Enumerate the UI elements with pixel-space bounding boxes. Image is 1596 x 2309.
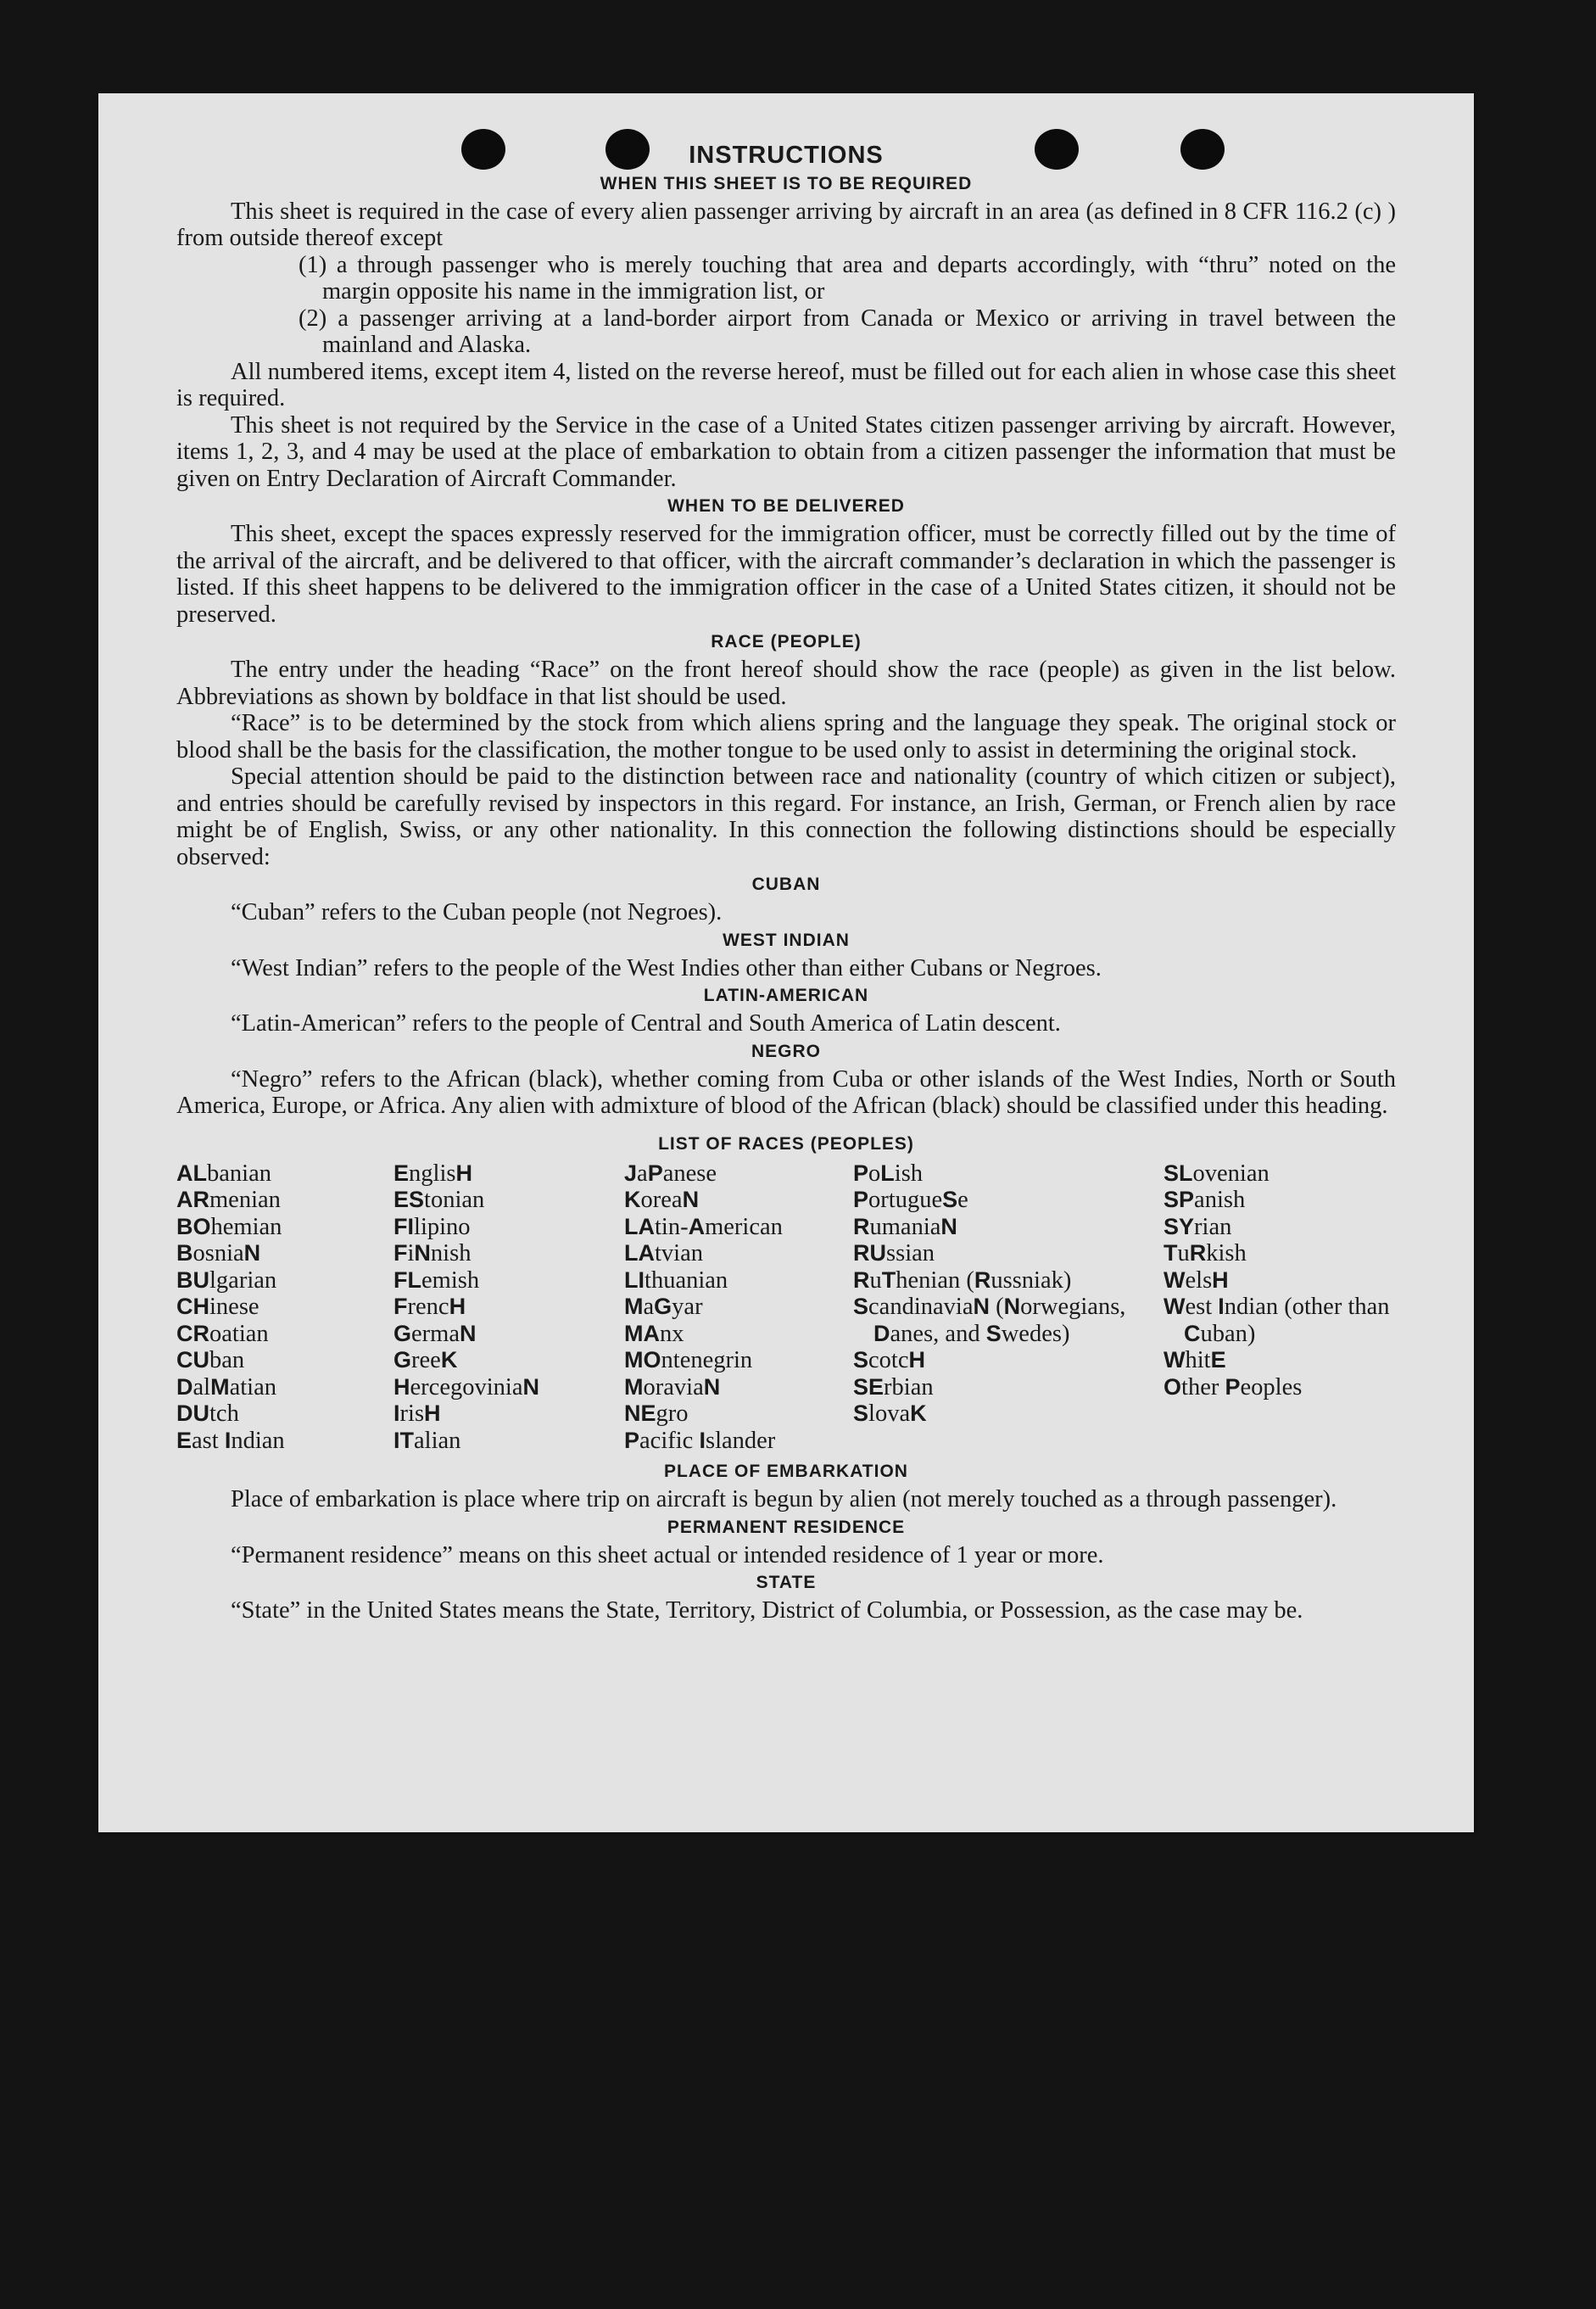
race-entry: SLovenian <box>1164 1160 1270 1187</box>
paragraph: The entry under the heading “Race” on the front hereof should show the race (people) as given in the list below. Abbreviations as shown by boldface in that list should be used. <box>176 657 1396 710</box>
race-entry: ScandinaviaN (Norwegians, Danes, and Swedes) <box>853 1294 1126 1347</box>
race-entry: LAtvian <box>624 1240 703 1266</box>
race-entry: MoraviaN <box>624 1373 721 1400</box>
race-entry: WelsH <box>1164 1266 1229 1294</box>
races-column <box>853 1160 1164 1455</box>
race-entry: TuRkish <box>1164 1240 1247 1266</box>
list-item: (2) a passenger arriving at a land-border airport from Canada or Mexico or arriving in travel between the mainland and Alaska. <box>299 305 1396 358</box>
paragraph: “Race” is to be determined by the stock from which aliens spring and the language they speak. The original stock or blood shall be the basis for the classification, the mother tongue to be used only to assist in determining the original stock. <box>176 710 1396 763</box>
race-entry: DalMatian <box>176 1373 276 1400</box>
race-entry: East Indian <box>176 1427 285 1454</box>
section-heading: CUBAN <box>751 875 821 894</box>
race-entry: NEgro <box>624 1400 689 1427</box>
race-entry: FiNnish <box>393 1240 472 1266</box>
paragraph: “Negro” refers to the African (black), whether coming from Cuba or other islands of the West Indies, North or South America, Europe, or Africa. Any alien with admixture of blood of the African (black) should be classified under this heading. <box>176 1065 1396 1119</box>
races-heading: LIST OF RACES (PEOPLES) <box>658 1133 914 1154</box>
race-entry: MaGyar <box>624 1294 703 1320</box>
document-sheet <box>98 93 1474 1832</box>
race-entry: FLemish <box>393 1266 480 1294</box>
section-heading: RACE (PEOPLE) <box>711 632 862 651</box>
race-entry: WhitE <box>1164 1347 1226 1373</box>
race-entry: CHinese <box>176 1294 259 1320</box>
race-entry: LAtin-American <box>624 1213 783 1240</box>
section-heading: NEGRO <box>751 1041 821 1061</box>
race-entry: Pacific Islander <box>624 1427 776 1454</box>
section-heading: STATE <box>756 1573 817 1592</box>
race-entry: SYrian <box>1164 1213 1232 1240</box>
race-entry: MAnx <box>624 1320 684 1347</box>
paragraph: “West Indian” refers to the people of the West Indies other than either Cubans or Negroes. <box>231 954 1102 981</box>
race-entry: GreeK <box>393 1347 458 1373</box>
list-item: (1) a through passenger who is merely touching that area and departs accordingly, with “thru” noted on the margin opposite his name in the immigration list, or <box>299 251 1396 305</box>
race-entry: MOntenegrin <box>624 1347 753 1373</box>
paragraph: This sheet, except the spaces expressly reserved for the immigration officer, must be correctly filled out by the time of the arrival of the aircraft, and be delivered to that officer, with the aircraft commander’s declaration in which the passenger is listed. If this sheet happens to be delivered to the immigration officer in the case of a United States citizen, it should not be preserved. <box>176 521 1396 628</box>
race-entry: SlovaK <box>853 1400 927 1427</box>
document-body <box>176 143 1396 1624</box>
races-column <box>393 1160 624 1455</box>
section-heading: WEST INDIAN <box>723 930 850 950</box>
race-entry: West Indian (other than Cuban) <box>1164 1294 1390 1347</box>
race-entry: CRoatian <box>176 1320 269 1347</box>
race-entry: LIthuanian <box>624 1266 728 1294</box>
race-entry: BosniaN <box>176 1240 261 1266</box>
paragraph: All numbered items, except item 4, listed on the reverse hereof, must be filled out for each alien in whose case this sheet is required. <box>176 358 1396 411</box>
race-entry: ITalian <box>393 1427 461 1454</box>
race-entry: BUlgarian <box>176 1266 277 1294</box>
race-entry: EnglisH <box>393 1160 472 1187</box>
paragraph: This sheet is required in the case of every alien passenger arriving by aircraft in an area (as defined in 8 CFR 116.2 (c) ) from outside thereof except <box>176 198 1396 251</box>
race-entry: SErbian <box>853 1373 934 1400</box>
race-entry: GermaN <box>393 1320 477 1347</box>
race-entry: ARmenian <box>176 1187 281 1213</box>
race-entry: RuThenian (Russniak) <box>853 1266 1072 1294</box>
race-entry: EStonian <box>393 1187 485 1213</box>
section-heading: PERMANENT RESIDENCE <box>667 1517 906 1537</box>
race-entry: JaPanese <box>624 1160 717 1187</box>
paragraph: “Cuban” refers to the Cuban people (not Negroes). <box>231 899 723 925</box>
paragraph: “State” in the United States means the State, Territory, District of Columbia, or Possession, as the case may be. <box>231 1597 1303 1624</box>
race-entry: PoLish <box>853 1160 924 1187</box>
race-entry: SPanish <box>1164 1187 1246 1213</box>
section-heading: WHEN TO BE DELIVERED <box>667 496 905 516</box>
race-entry: ALbanian <box>176 1160 271 1187</box>
race-entry: ScotcH <box>853 1347 925 1373</box>
race-entry: KoreaN <box>624 1187 700 1213</box>
race-entry: PortugueSe <box>853 1187 968 1213</box>
section-heading: WHEN THIS SHEET IS TO BE REQUIRED <box>600 173 973 193</box>
races-column <box>624 1160 853 1455</box>
races-column <box>176 1160 393 1455</box>
races-list <box>176 1160 1396 1455</box>
section-heading: LATIN-AMERICAN <box>703 986 869 1005</box>
paragraph: Place of embarkation is place where trip on aircraft is begun by alien (not merely touched as a through passenger). <box>231 1486 1337 1512</box>
section-heading: PLACE OF EMBARKATION <box>664 1462 908 1481</box>
race-entry: RUssian <box>853 1240 935 1266</box>
race-entry: BOhemian <box>176 1213 282 1240</box>
race-entry: RumaniaN <box>853 1213 957 1240</box>
document-title: INSTRUCTIONS <box>689 142 884 169</box>
race-entry: FrencH <box>393 1294 466 1320</box>
race-entry: DUtch <box>176 1400 239 1427</box>
race-entry: Other Peoples <box>1164 1373 1303 1400</box>
race-entry: FIlipino <box>393 1213 471 1240</box>
paragraph: “Permanent residence” means on this sheet actual or intended residence of 1 year or more. <box>231 1541 1104 1568</box>
race-entry: CUban <box>176 1347 245 1373</box>
race-entry: HercegoviniaN <box>393 1373 539 1400</box>
races-column <box>1164 1160 1396 1455</box>
paragraph: This sheet is not required by the Service in the case of a United States citizen passenger arriving by aircraft. However, items 1, 2, 3, and 4 may be used at the place of embarkation to obtain from a citizen passenger the information that must be given on Entry Declaration of Aircraft Commander. <box>176 411 1396 492</box>
race-entry: IrisH <box>393 1400 441 1427</box>
paragraph: “Latin-American” refers to the people of Central and South America of Latin descent. <box>231 1010 1061 1037</box>
paragraph: Special attention should be paid to the distinction between race and nationality (country of which citizen or subject), and entries should be carefully revised by inspectors in this regard. For instance, an Irish, German, or French alien by race might be of English, Swiss, or any other nationality. In this connection the following distinctions should be especially observed: <box>176 763 1396 870</box>
